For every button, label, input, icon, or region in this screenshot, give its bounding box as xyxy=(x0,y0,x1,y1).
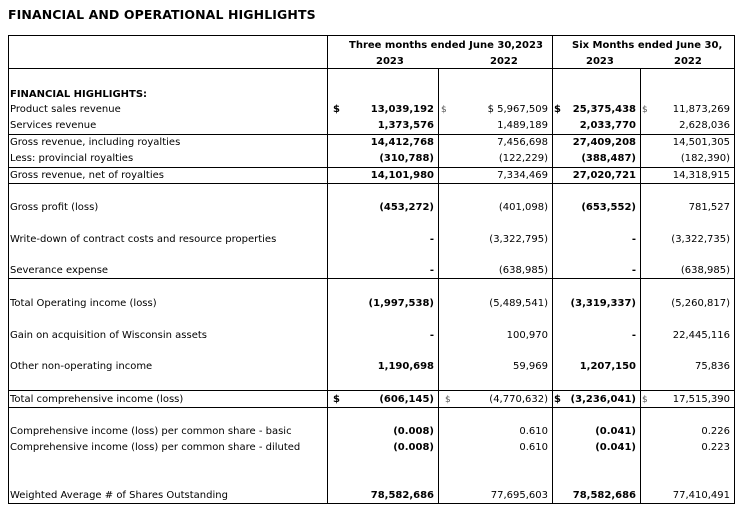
value-cell: (5,260,817) xyxy=(671,298,730,309)
currency-symbol: $ xyxy=(333,394,340,405)
value-cell: 14,318,915 xyxy=(672,170,730,181)
value-cell: 27,409,208 xyxy=(572,137,636,148)
value-cell: 22,445,116 xyxy=(672,330,730,341)
header-col-2023-h: 2023 xyxy=(586,56,614,67)
value-cell: (653,552) xyxy=(581,202,636,213)
header-col-2023-q: 2023 xyxy=(376,56,404,67)
row-label: Total Operating income (loss) xyxy=(10,298,157,309)
currency-symbol: $ xyxy=(445,395,451,405)
financial-highlights-table xyxy=(8,35,735,504)
currency-symbol: $ xyxy=(441,105,447,115)
value-cell: 77,695,603 xyxy=(490,490,548,501)
value-cell: 2,628,036 xyxy=(679,120,730,131)
currency-symbol: $ xyxy=(554,104,561,115)
row-label: Gross revenue, net of royalties xyxy=(10,170,164,181)
value-cell: 0.610 xyxy=(519,442,548,453)
value-cell: 14,412,768 xyxy=(370,137,434,148)
column-divider xyxy=(552,36,553,503)
value-cell: 78,582,686 xyxy=(370,490,434,501)
row-divider xyxy=(9,167,734,168)
row-label: Weighted Average # of Shares Outstanding xyxy=(10,490,228,501)
value-cell: (638,985) xyxy=(680,265,730,276)
row-label: Gross revenue, including royalties xyxy=(10,137,181,148)
value-cell: 0.223 xyxy=(701,442,730,453)
value-cell: 17,515,390 xyxy=(672,394,730,405)
value-cell: 1,190,698 xyxy=(377,361,434,372)
row-divider xyxy=(9,278,734,279)
value-cell: (182,390) xyxy=(680,153,730,164)
value-cell: 14,501,305 xyxy=(672,137,730,148)
row-label: Comprehensive income (loss) per common share - basic xyxy=(10,426,292,437)
row-label: Comprehensive income (loss) per common share - diluted xyxy=(10,442,301,453)
row-label: Gain on acquisition of Wisconsin assets xyxy=(10,330,207,341)
section-label: FINANCIAL HIGHLIGHTS: xyxy=(10,89,148,100)
value-cell: (0.008) xyxy=(393,442,434,453)
row-divider xyxy=(9,183,734,184)
header-group-three-months: Three months ended June 30,2023 xyxy=(349,40,543,51)
value-cell: 7,334,469 xyxy=(497,170,548,181)
page-title: FINANCIAL AND OPERATIONAL HIGHLIGHTS xyxy=(8,7,316,22)
value-cell: (401,098) xyxy=(498,202,548,213)
value-cell: 27,020,721 xyxy=(572,170,636,181)
value-cell: 11,873,269 xyxy=(672,104,730,115)
row-label: Gross profit (loss) xyxy=(10,202,99,213)
row-label: Product sales revenue xyxy=(10,104,121,115)
value-cell: (1,997,538) xyxy=(368,298,434,309)
value-cell: (3,322,795) xyxy=(489,234,548,245)
value-cell: 100,970 xyxy=(506,330,548,341)
value-cell: - xyxy=(429,330,434,341)
value-cell: 75,836 xyxy=(695,361,730,372)
value-cell: (638,985) xyxy=(498,265,548,276)
row-label: Write-down of contract costs and resource properties xyxy=(10,234,277,245)
value-cell: 781,527 xyxy=(688,202,730,213)
row-label: Severance expense xyxy=(10,265,109,276)
column-divider xyxy=(327,36,328,503)
value-cell: 25,375,438 xyxy=(572,104,636,115)
value-cell: (310,788) xyxy=(379,153,434,164)
value-cell: (606,145) xyxy=(379,394,434,405)
value-cell: 0.226 xyxy=(701,426,730,437)
row-divider xyxy=(9,407,734,408)
value-cell: - xyxy=(631,234,636,245)
value-cell: 1,489,189 xyxy=(497,120,548,131)
value-cell: - xyxy=(429,234,434,245)
value-cell: (0.041) xyxy=(595,442,636,453)
currency-symbol: $ xyxy=(642,105,648,115)
value-cell: (453,272) xyxy=(379,202,434,213)
value-cell: (5,489,541) xyxy=(489,298,548,309)
value-cell: 13,039,192 xyxy=(370,104,434,115)
currency-symbol: $ xyxy=(333,104,340,115)
value-cell: - xyxy=(429,265,434,276)
value-cell: (388,487) xyxy=(581,153,636,164)
currency-symbol: $ xyxy=(642,395,648,405)
value-cell: 1,373,576 xyxy=(377,120,434,131)
header-col-2022-q: 2022 xyxy=(490,56,518,67)
row-label: Services revenue xyxy=(10,120,97,131)
value-cell: 2,033,770 xyxy=(579,120,636,131)
value-cell: (0.041) xyxy=(595,426,636,437)
row-divider xyxy=(9,134,734,135)
value-cell: (4,770,632) xyxy=(489,394,548,405)
value-cell: (3,322,735) xyxy=(671,234,730,245)
value-cell: - xyxy=(631,265,636,276)
row-label: Less: provincial royalties xyxy=(10,153,134,164)
value-cell: 77,410,491 xyxy=(672,490,730,501)
value-cell: - xyxy=(631,330,636,341)
value-cell: (3,236,041) xyxy=(570,394,636,405)
value-cell: (3,319,337) xyxy=(570,298,636,309)
row-divider xyxy=(9,390,734,391)
value-cell: 1,207,150 xyxy=(579,361,636,372)
row-label: Total comprehensive income (loss) xyxy=(10,394,184,405)
value-cell: 14,101,980 xyxy=(370,170,434,181)
value-cell: (0.008) xyxy=(393,426,434,437)
value-cell: 78,582,686 xyxy=(572,490,636,501)
value-cell: $ 5,967,509 xyxy=(487,104,548,115)
value-cell: 7,456,698 xyxy=(497,137,548,148)
value-cell: (122,229) xyxy=(498,153,548,164)
header-divider xyxy=(9,68,734,69)
value-cell: 59,969 xyxy=(513,361,548,372)
currency-symbol: $ xyxy=(554,394,561,405)
header-group-six-months: Six Months ended June 30, xyxy=(572,40,723,51)
row-label: Other non-operating income xyxy=(10,361,153,372)
value-cell: 0.610 xyxy=(519,426,548,437)
header-col-2022-h: 2022 xyxy=(674,56,702,67)
